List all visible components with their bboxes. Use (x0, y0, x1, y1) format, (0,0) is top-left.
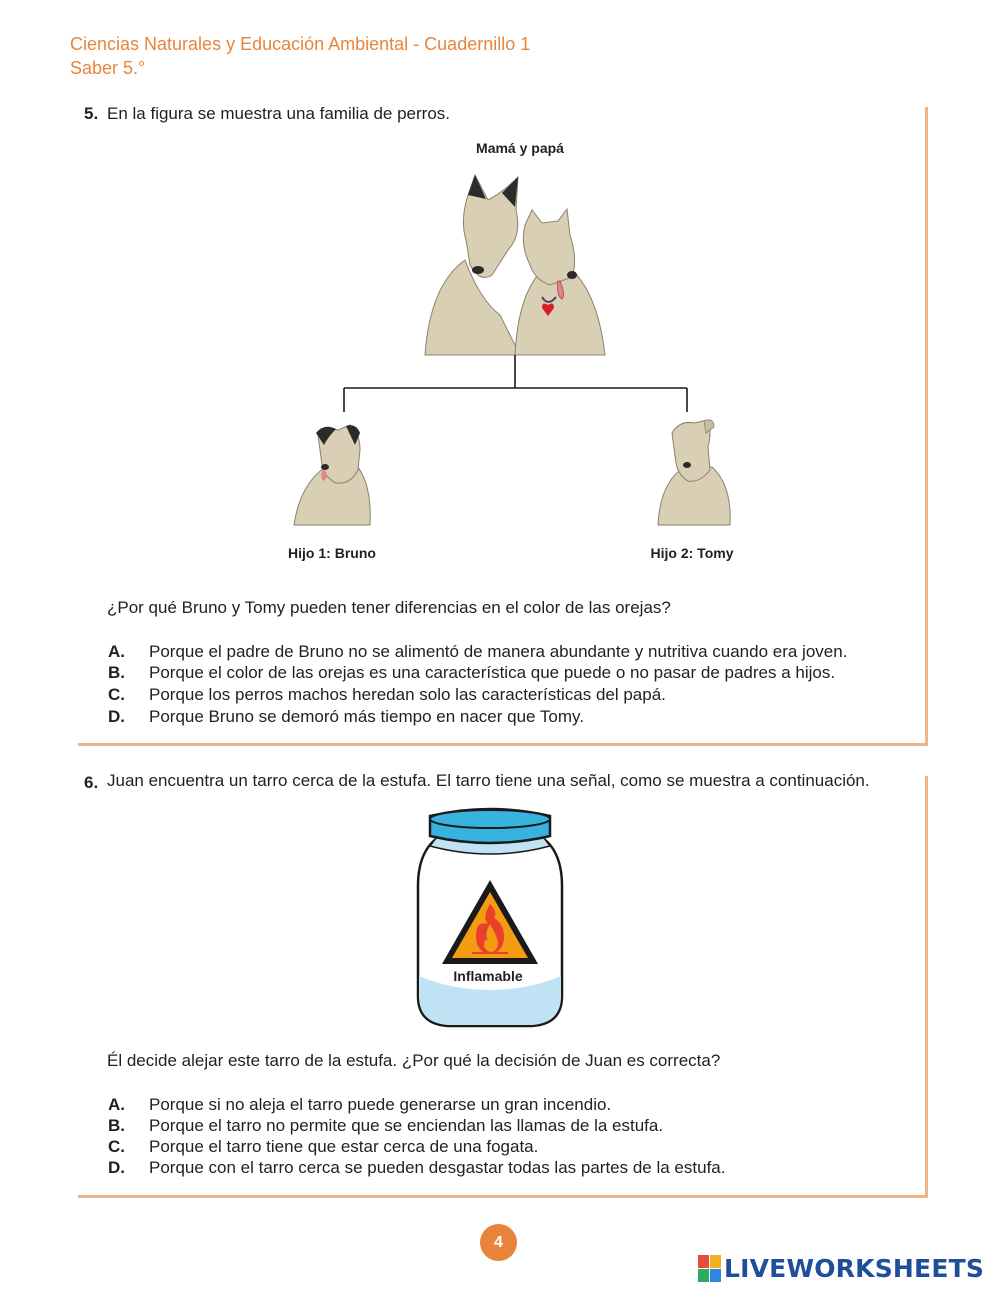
answer-option-a[interactable] (108, 641, 847, 663)
answer-option-c[interactable] (108, 684, 666, 706)
child-dog-bruno-image (294, 425, 370, 525)
child-1-label: Hijo 1: Bruno (288, 545, 376, 561)
question-text: ¿Por qué Bruno y Tomy pueden tener diferencias en el color de las orejas? (107, 598, 671, 617)
liveworksheets-icon (698, 1255, 721, 1282)
option-letter: A. (108, 642, 125, 661)
option-letter: C. (108, 1137, 125, 1156)
document-title: Ciencias Naturales y Educación Ambiental - Cuadernillo 1 (70, 34, 531, 54)
option-letter: A. (108, 1095, 125, 1114)
option-text: Porque el tarro no permite que se enciendan las llamas de la estufa. (149, 1116, 664, 1135)
option-letter: D. (108, 707, 125, 726)
question-number: 6. (84, 773, 99, 792)
option-letter: D. (108, 1158, 125, 1177)
family-tree-lines (344, 355, 687, 412)
parent-dogs-image (425, 175, 605, 355)
option-letter: B. (108, 663, 125, 682)
liveworksheets-logo[interactable] (698, 1254, 984, 1283)
brand-name: LIVEWORKSHEETS (724, 1254, 985, 1283)
section-border-bottom (78, 743, 928, 746)
question-prompt: En la figura se muestra una familia de perros. (107, 104, 451, 123)
section-border-bottom (78, 1195, 928, 1198)
child-dog-tomy-image (658, 420, 730, 525)
page-number-badge: 4 (480, 1224, 517, 1261)
question-number: 5. (84, 104, 99, 123)
option-letter: B. (108, 1116, 125, 1135)
option-text: Porque si no aleja el tarro puede generarse un gran incendio. (149, 1095, 612, 1114)
dog-family-illustration (280, 165, 760, 535)
answer-option-d[interactable] (108, 1157, 725, 1179)
answer-option-b[interactable] (108, 662, 835, 684)
section-border-right (925, 776, 928, 1198)
option-text: Porque Bruno se demoró más tiempo en nacer que Tomy. (149, 707, 584, 726)
answer-option-c[interactable] (108, 1136, 538, 1158)
option-letter: C. (108, 685, 125, 704)
option-text: Porque los perros machos heredan solo las características del papá. (149, 685, 666, 704)
child-2-label: Hijo 2: Tomy (650, 545, 734, 561)
answer-option-d[interactable] (108, 706, 584, 728)
question-prompt: Juan encuentra un tarro cerca de la estufa. El tarro tiene una señal, como se muestra a continuación. (107, 771, 870, 790)
option-text: Porque con el tarro cerca se pueden desgastar todas las partes de la estufa. (149, 1158, 726, 1177)
question-text: Él decide alejar este tarro de la estufa. ¿Por qué la decisión de Juan es correcta? (107, 1051, 721, 1070)
document-subtitle: Saber 5.° (70, 58, 146, 78)
parents-label: Mamá y papá (476, 140, 564, 156)
option-text: Porque el color de las orejas es una característica que puede o no pasar de padres a hijos. (149, 663, 836, 682)
option-text: Porque el padre de Bruno no se alimentó de manera abundante y nutritiva cuando era joven. (149, 642, 848, 661)
flammable-jar-image (412, 806, 568, 1032)
answer-option-a[interactable] (108, 1094, 611, 1116)
answer-option-b[interactable] (108, 1115, 663, 1137)
jar-label: Inflamable (453, 968, 523, 984)
option-text: Porque el tarro tiene que estar cerca de una fogata. (149, 1137, 539, 1156)
section-border-right (925, 107, 928, 746)
